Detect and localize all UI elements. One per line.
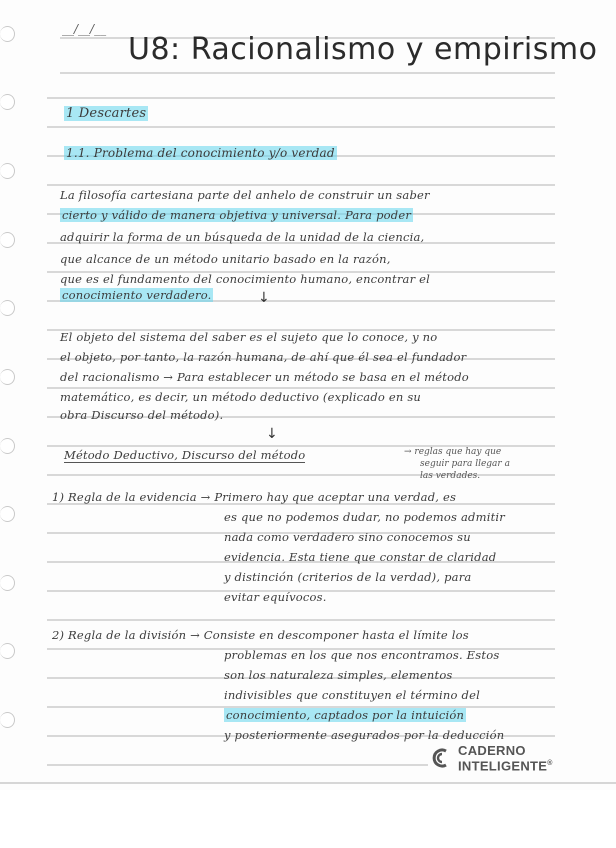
rule-line: problemas en los que nos encontramos. Estos [224,648,500,662]
section-heading [64,106,148,121]
rule-line: evitar equívocos. [224,590,327,604]
brand-line2-wrap [458,757,553,772]
binding-hole [0,26,15,42]
paragraph-line: del racionalismo → Para establecer un método se basa en el método [60,370,469,384]
paragraph-line: obra Discurso del método). [60,408,224,422]
binding-hole [0,369,15,385]
method-heading-text: Método Deductivo, Discurso del método [64,448,306,462]
rule-line: y posteriormente asegurados por la deducción [224,728,505,742]
rule-line: nada como verdadero sino conocemos su [224,530,471,544]
brand-mark-icon [432,747,452,769]
paragraph-line [60,288,213,302]
binding-hole [0,232,15,248]
method-note-line: seguir para llegar a [420,459,510,469]
paragraph-line: que alcance de un método unitario basado en la razón, [60,252,391,266]
brand-line2: INTELIGENTE [458,758,548,774]
brand-logo [432,744,553,772]
highlighted-text: cierto y válido de manera objetiva y universal. Para poder [62,208,412,222]
brand-line1: CADERNO [458,743,526,758]
paragraph-line: el objeto, por tanto, la razón humana, de ahí que él sea el fundador [60,350,467,364]
rule-line: son los naturaleza simples, elementos [224,668,453,682]
paragraph-line [60,208,413,222]
binding-hole [0,712,15,728]
subsection-heading [64,146,337,160]
binding-hole [0,300,15,316]
method-note-line: → reglas que hay que [404,447,502,457]
page-title: U8: Racionalismo y empirismo [128,32,598,67]
binding-hole [0,575,15,591]
binding-hole [0,438,15,454]
binding-hole [0,94,15,110]
section-heading-text: 1 Descartes [66,106,147,121]
down-arrow-icon: ↓ [258,290,270,306]
rule-line: 1) Regla de la evidencia → Primero hay que aceptar una verdad, es [52,490,457,504]
method-note-line: las verdades. [420,471,481,481]
paragraph-line: La filosofía cartesiana parte del anhelo de construir un saber [60,188,430,202]
paragraph-line: matemático, es decir, un método deductivo (explicado en su [60,390,422,404]
paragraph-line: El objeto del sistema del saber es el sujeto que lo conoce, y no [60,330,438,344]
rule-line: y distinción (criterios de la verdad), para [224,570,472,584]
binding-hole [0,163,15,179]
paragraph-line: que es el fundamento del conocimiento humano, encontrar el [60,272,431,286]
rule-line: es que no podemos dudar, no podemos admitir [224,510,505,524]
rule-line: evidencia. Esta tiene que constar de claridad [224,550,497,564]
rule-line [224,708,466,722]
highlighted-text: conocimiento, captados por la intuición [226,708,465,722]
rule-line: 2) Regla de la división → Consiste en descomponer hasta el límite los [52,628,469,642]
down-arrow-icon: ↓ [266,426,278,442]
registered-mark: ® [547,760,553,767]
page-bottom-margin [0,790,616,848]
binding-hole [0,643,15,659]
rule-line: indivisibles que constituyen el término del [224,688,480,702]
highlighted-text: conocimiento verdadero. [62,288,212,302]
paragraph-line: adquirir la forma de un búsqueda de la unidad de la ciencia, [60,230,425,244]
method-heading [64,448,305,462]
subsection-heading-text: 1.1. Problema del conocimiento y/o verdad [66,146,335,160]
binding-hole [0,506,15,522]
brand-text [458,744,553,772]
date-field: __/__/__ [62,22,107,36]
